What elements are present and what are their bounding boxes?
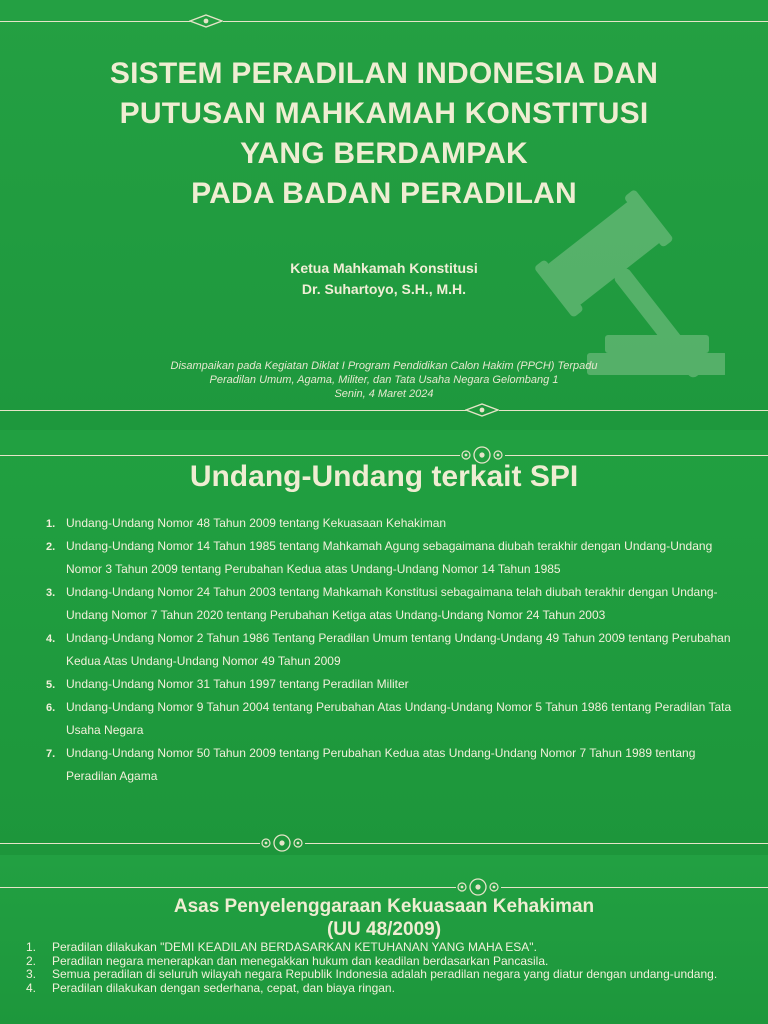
top-divider-left [0,21,190,22]
event-info [0,359,768,401]
presenter-name: Dr. Suhartoyo, S.H., M.H. [301,281,467,297]
circle-ornament-icon [455,877,501,897]
item-text: Undang-Undang Nomor 14 Tahun 1985 tentang Mahkamah Agung sebagaimana diubah terakhir dengan Undang-Undang Nomor 3 Tahun 2009 tentang Perubahan Kedua atas Undang-Undang Nomor 14 Tahun 1985 [66,539,713,576]
item-text: Undang-Undang Nomor 9 Tahun 2004 tentang Perubahan Atas Undang-Undang Nomor 5 Tahun 1986 tentang Peradilan Tata Usaha Negara [66,700,732,737]
item-text: Undang-Undang Nomor 50 Tahun 2009 tentang Perubahan Kedua atas Undang-Undang Nomor 7 Tahun 1989 tentang Peradilan Agama [66,746,696,783]
law-list [46,512,736,788]
top-divider-right [501,887,768,888]
item-text: Peradilan dilakukan "DEMI KEADILAN BERDASARKAN KETUHANAN YANG MAHA ESA". [52,940,537,954]
laws-slide [0,430,768,855]
bottom-divider-right [499,410,768,411]
presenter-role: Ketua Mahkamah Konstitusi [290,260,478,276]
item-number: 2. [26,953,37,968]
diamond-ornament-icon [189,14,223,28]
item-number: 1. [26,940,37,954]
item-text: Peradilan negara menerapkan dan menegakkan hukum dan keadilan berdasarkan Pancasila. [52,953,549,968]
item-text: Undang-Undang Nomor 2 Tahun 1986 Tentang Peradilan Umum tentang Undang-Undang 49 Tahun 2009 tentang Perubahan Kedua Atas Undang-Undang Nomor 49 Tahun 2009 [66,631,731,668]
item-number: 5. [46,679,56,691]
list-item [46,673,736,696]
top-divider-left [0,455,460,456]
item-number: 3. [26,967,37,981]
list-item [26,955,726,969]
diamond-ornament-icon [465,403,499,417]
title-line-3: YANG BERDAMPAK [240,137,528,170]
list-item [26,968,726,982]
item-number: 1. [46,518,56,530]
bottom-divider-left [0,843,260,844]
bottom-divider-right [305,843,768,844]
top-divider-right [505,455,768,456]
principles-slide [0,855,768,1024]
list-item [46,742,736,788]
item-text: Undang-Undang Nomor 31 Tahun 1997 tentang Peradilan Militer [66,677,409,691]
title-line-1: Asas Penyelenggaraan Kekuasaan Kehakiman [173,896,595,917]
list-item [46,696,736,742]
item-number: 4. [46,633,56,645]
presenter-block [0,258,768,300]
item-number: 7. [46,748,56,760]
title-line-2: (UU 48/2009) [326,919,442,940]
list-item [26,941,726,955]
title-line-4: PADA BADAN PERADILAN [191,177,577,210]
slide-title [0,895,768,941]
event-line-3: Senin, 4 Maret 2024 [334,388,434,400]
list-item [46,512,736,535]
list-item [26,982,726,996]
list-item [46,627,736,673]
item-number: 4. [26,980,37,995]
item-text: Semua peradilan di seluruh wilayah negara Republik Indonesia adalah peradilan negara yang diatur dengan undang-undang. [52,967,718,981]
slide-title: Undang-Undang terkait SPI [189,460,579,493]
event-line-1: Disampaikan pada Kegiatan Diklat I Program Pendidikan Calon Hakim (PPCH) Terpadu [170,360,598,372]
title-line-1: SISTEM PERADILAN INDONESIA DAN [109,57,659,90]
top-divider-left [0,887,456,888]
item-number: 3. [46,587,56,599]
list-item [46,535,736,581]
item-text: Peradilan dilakukan dengan sederhana, cepat, dan biaya ringan. [52,980,395,995]
presentation-title [30,54,738,214]
top-divider-right [223,21,768,22]
bottom-divider-left [0,410,466,411]
item-number: 2. [46,541,56,553]
list-item [46,581,736,627]
item-text: Undang-Undang Nomor 48 Tahun 2009 tentang Kekuasaan Kehakiman [66,516,447,530]
circle-ornament-icon [259,833,305,853]
item-text: Undang-Undang Nomor 24 Tahun 2003 tentang Mahkamah Konstitusi sebagaimana telah diubah terakhir dengan Undang-Undang Nomor 7 Tahun 2020 tentang Perubahan Ketiga atas Undang-Undang Nomor 24 Tahun 2003 [66,585,718,622]
event-line-2: Peradilan Umum, Agama, Militer, dan Tata Usaha Negara Gelombang 1 [209,374,559,386]
title-slide [0,0,768,430]
title-line-2: PUTUSAN MAHKAMAH KONSTITUSI [119,97,649,130]
principles-list [26,941,726,995]
item-number: 6. [46,702,56,714]
